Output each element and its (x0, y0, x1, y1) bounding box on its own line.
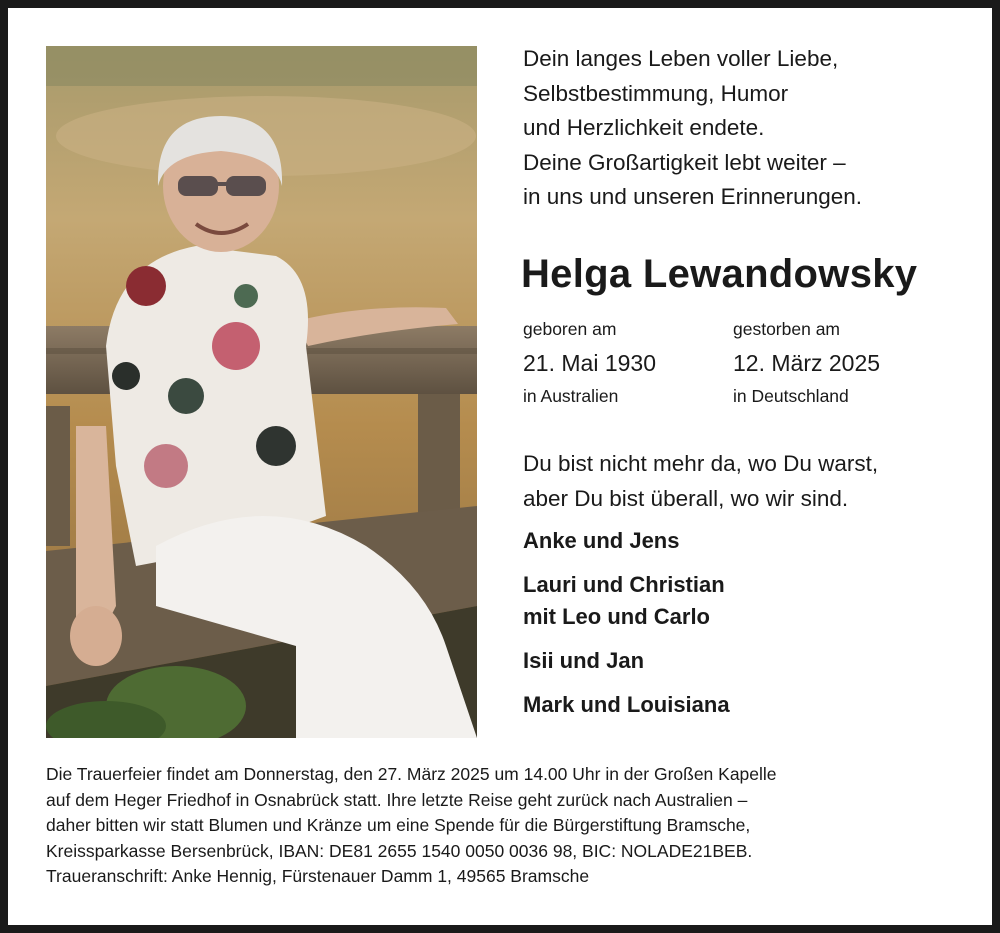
obituary-card (8, 8, 992, 925)
memorial-quote (523, 447, 878, 516)
poem-line: in uns und unseren Erinnerungen. (523, 184, 862, 209)
poem-line: Selbstbestimmung, Humor (523, 80, 789, 106)
notice-line: Traueranschrift: Anke Hennig, Fürstenauer Damm 1, 49565 Bramsche (46, 866, 590, 886)
death-label: gestorben am (733, 319, 841, 339)
birth-info (523, 319, 733, 406)
notice-line: daher bitten wir statt Blumen und Kränze um eine Spende für die Bürgerstiftung Bramsche, (46, 815, 751, 835)
birth-date: 21. Mai 1930 (523, 350, 656, 376)
mourner-group (523, 569, 730, 633)
mourner-line: Mark und Louisiana (523, 692, 730, 717)
mourner-line: Isii und Jan (523, 648, 645, 673)
portrait-photo (46, 46, 477, 738)
quote-line: aber Du bist überall, wo wir sind. (523, 485, 849, 511)
notice-line: auf dem Heger Friedhof in Osnabrück statt. Ihre letzte Reise geht zurück nach Australien – (46, 789, 748, 810)
death-date: 12. März 2025 (733, 350, 881, 376)
funeral-notice (46, 762, 976, 890)
mourner-line: mit Leo und Carlo (523, 604, 710, 629)
poem (523, 42, 963, 215)
notice-line: Kreissparkasse Bersenbrück, IBAN: DE81 2655 1540 0050 0036 98, BIC: NOLADE21BEB. (46, 840, 753, 861)
mourners-list (523, 525, 730, 733)
poem-line: und Herzlichkeit endete. (523, 115, 765, 140)
death-place: in Deutschland (733, 386, 849, 406)
quote-line: Du bist nicht mehr da, wo Du warst, (523, 451, 879, 476)
mourner-group (523, 525, 730, 557)
mourner-group (523, 689, 730, 721)
birth-place: in Australien (523, 386, 619, 406)
poem-line: Deine Großartigkeit lebt weiter – (523, 149, 846, 175)
poem-line: Dein langes Leben voller Liebe, (523, 46, 839, 71)
birth-label: geboren am (523, 319, 617, 339)
mourner-line: Lauri und Christian (523, 572, 725, 597)
notice-line: Die Trauerfeier findet am Donnerstag, den 27. März 2025 um 14.00 Uhr in der Großen Kapelle (46, 764, 777, 784)
mourner-line: Anke und Jens (523, 528, 680, 553)
death-info (733, 319, 943, 406)
deceased-name: Helga Lewandowsky (521, 252, 918, 296)
mourner-group (523, 645, 730, 677)
